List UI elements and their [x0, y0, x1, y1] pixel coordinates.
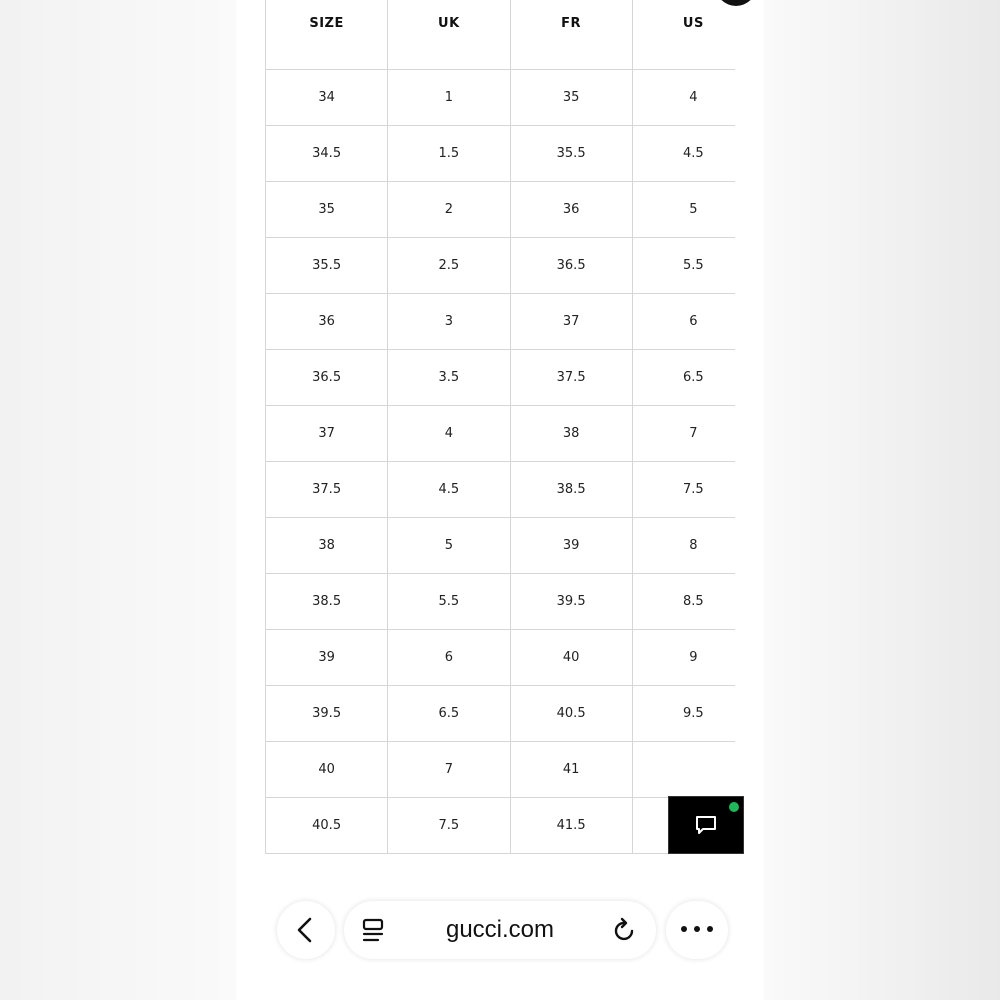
back-button[interactable]	[277, 901, 335, 959]
table-cell: 40.5	[266, 798, 388, 854]
table-header-row	[266, 0, 736, 70]
phone-screen	[236, 0, 764, 1000]
table-cell: 2	[388, 182, 510, 238]
table-cell: 35	[510, 70, 632, 126]
table-cell: 5.5	[388, 574, 510, 630]
table-cell: 1.5	[388, 126, 510, 182]
table-row	[266, 238, 736, 294]
url-text: gucci.com	[445, 916, 555, 943]
table-row	[266, 406, 736, 462]
table-row	[266, 630, 736, 686]
table-cell: 4	[632, 70, 735, 126]
table-cell: 35.5	[510, 126, 632, 182]
table-row	[266, 70, 736, 126]
table-cell: 34.5	[266, 126, 388, 182]
table-cell: 40	[510, 630, 632, 686]
table-row	[266, 350, 736, 406]
table-row	[266, 798, 736, 854]
browser-toolbar	[236, 884, 764, 1000]
column-header: UK	[388, 0, 510, 70]
background-right	[764, 0, 1000, 1000]
table-row	[266, 686, 736, 742]
table-cell: 2.5	[388, 238, 510, 294]
more-button[interactable]	[666, 901, 728, 959]
table-cell: 4.5	[632, 126, 735, 182]
table-cell: 39	[510, 518, 632, 574]
column-header: FR	[510, 0, 632, 70]
table-row	[266, 462, 736, 518]
chat-icon	[695, 815, 717, 835]
table-cell: 39.5	[510, 574, 632, 630]
table-cell: 41	[510, 742, 632, 798]
size-chart	[265, 0, 735, 883]
table-cell: 5	[388, 518, 510, 574]
table-cell: 7	[632, 406, 735, 462]
table-cell: 7.5	[388, 798, 510, 854]
table-cell: 38.5	[510, 462, 632, 518]
table-cell: 39.5	[266, 686, 388, 742]
table-row	[266, 518, 736, 574]
table-cell: 5.5	[632, 238, 735, 294]
table-cell: 36.5	[510, 238, 632, 294]
table-cell: 3	[388, 294, 510, 350]
table-cell: 4.5	[388, 462, 510, 518]
table-cell: 37.5	[510, 350, 632, 406]
table-cell: 6.5	[388, 686, 510, 742]
table-cell: 38.5	[266, 574, 388, 630]
table-cell: 4	[388, 406, 510, 462]
reload-icon[interactable]	[612, 917, 638, 943]
chat-button[interactable]	[668, 796, 744, 854]
table-cell: 6	[388, 630, 510, 686]
table-cell: 39	[266, 630, 388, 686]
table-row	[266, 294, 736, 350]
column-header: SIZE	[266, 0, 388, 70]
table-cell: 9.5	[632, 686, 735, 742]
table-cell: 8.5	[632, 574, 735, 630]
table-cell: 40.5	[510, 686, 632, 742]
table-cell: 38	[266, 518, 388, 574]
table-cell	[632, 742, 735, 798]
table-cell: 1	[388, 70, 510, 126]
table-cell: 7.5	[632, 462, 735, 518]
table-cell: 38	[510, 406, 632, 462]
table-cell: 6	[632, 294, 735, 350]
table-cell: 37.5	[266, 462, 388, 518]
table-cell: 37	[266, 406, 388, 462]
address-bar[interactable]	[344, 901, 656, 959]
table-cell: 3.5	[388, 350, 510, 406]
chevron-left-icon	[295, 917, 315, 943]
table-cell: 37	[510, 294, 632, 350]
table-cell: 7	[388, 742, 510, 798]
table-cell: 8	[632, 518, 735, 574]
table-cell: 6.5	[632, 350, 735, 406]
table-cell: 40	[266, 742, 388, 798]
table-cell: 5	[632, 182, 735, 238]
more-icon	[680, 925, 714, 933]
table-cell: 41.5	[510, 798, 632, 854]
table-cell: 36	[266, 294, 388, 350]
table-row	[266, 182, 736, 238]
table-row	[266, 126, 736, 182]
status-dot	[729, 802, 739, 812]
table-cell: 9	[632, 630, 735, 686]
table-cell: 35.5	[266, 238, 388, 294]
column-header: US	[632, 0, 735, 70]
table-cell: 35	[266, 182, 388, 238]
size-table	[265, 0, 735, 854]
table-row	[266, 574, 736, 630]
background-left	[0, 0, 236, 1000]
table-cell: 36	[510, 182, 632, 238]
table-row	[266, 742, 736, 798]
table-cell: 36.5	[266, 350, 388, 406]
table-cell: 34	[266, 70, 388, 126]
